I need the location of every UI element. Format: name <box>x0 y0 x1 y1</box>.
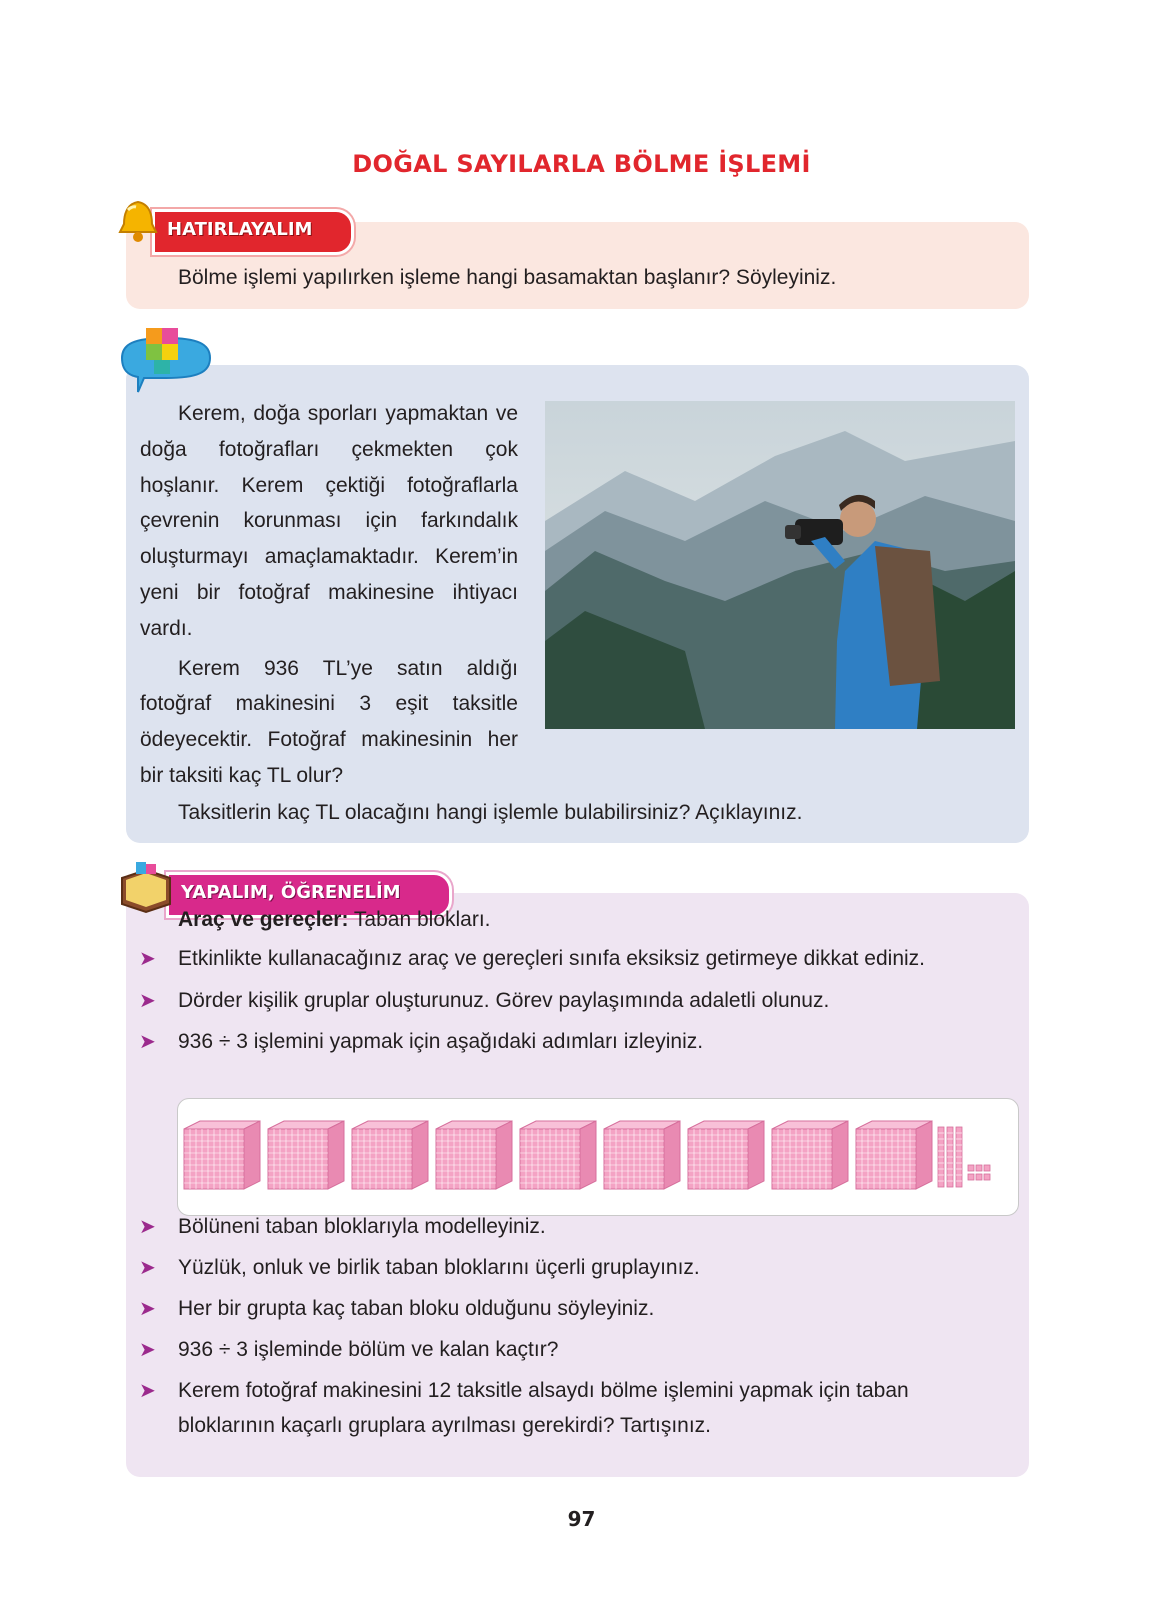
arrow-icon: ➤ <box>139 990 156 1012</box>
remember-tag-label: HATIRLAYALIM <box>167 219 313 240</box>
puzzle-icon <box>116 326 216 396</box>
page-number: 97 <box>567 1507 596 1531</box>
arrow-icon: ➤ <box>139 1257 156 1279</box>
hundred-cube <box>184 1121 260 1189</box>
one-cube <box>976 1174 982 1180</box>
photographer-photo <box>545 401 1015 729</box>
ten-rod <box>956 1127 962 1187</box>
arrow-icon: ➤ <box>139 948 156 970</box>
arrow-icon: ➤ <box>139 1031 156 1053</box>
ten-rod <box>938 1127 944 1187</box>
story-text <box>140 396 518 794</box>
step-item: Her bir grupta kaç taban bloku olduğunu söyleyiniz. <box>178 1297 655 1320</box>
story-paragraph-1: Kerem, doğa sporları yapmaktan ve doğa fotoğrafları çekmekten çok hoşlanır. Kerem çektiği fotoğraflarla çevrenin korunması için farkındalık oluşturmayı amaçlamaktadır. Kerem’in yeni bir fotoğraf makinesine ihtiyacı vardı. <box>140 402 518 640</box>
step-item: Bölüneni taban bloklarıyla modelleyiniz. <box>178 1215 546 1238</box>
step-item: 936 ÷ 3 işleminde bölüm ve kalan kaçtır? <box>178 1338 559 1361</box>
hundred-cube <box>352 1121 428 1189</box>
materials-label: Araç ve gereçler: <box>178 908 349 931</box>
book-icon <box>116 860 176 914</box>
materials-value: Taban blokları. <box>353 908 491 931</box>
materials-line <box>178 905 491 935</box>
step-item: 936 ÷ 3 işlemini yapmak için aşağıdaki adımları izleyiniz. <box>178 1030 704 1053</box>
remember-text: Bölme işlemi yapılırken işleme hangi basamaktan başlanır? Söyleyiniz. <box>178 266 837 289</box>
base-ten-blocks-model <box>177 1098 1019 1216</box>
hundred-cube <box>268 1121 344 1189</box>
step-item: Kerem fotoğraf makinesini 12 taksitle alsaydı bölme işlemini yapmak için taban <box>178 1379 909 1402</box>
hundred-cube <box>772 1121 848 1189</box>
step-item-continuation: bloklarının kaçarlı gruplara ayrılması gerekirdi? Tartışınız. <box>178 1414 711 1437</box>
remember-tag <box>152 209 354 255</box>
one-cube <box>976 1165 982 1171</box>
hundred-cube <box>856 1121 932 1189</box>
page-title: DOĞAL SAYILARLA BÖLME İŞLEMİ <box>352 150 811 178</box>
bell-icon <box>112 196 164 248</box>
story-question: Taksitlerin kaç TL olacağını hangi işlemle bulabilirsiniz? Açıklayınız. <box>178 801 803 824</box>
ten-rod <box>947 1127 953 1187</box>
hundred-cube <box>688 1121 764 1189</box>
hundred-cube <box>520 1121 596 1189</box>
arrow-icon: ➤ <box>139 1339 156 1361</box>
story-paragraph-2: Kerem 936 TL’ye satın aldığı fotoğraf makinesini 3 eşit taksitle ödeyecektir. Fotoğraf makinesinin her bir taksiti kaç TL olur? <box>140 656 518 787</box>
base-ten-blocks-drawing <box>178 1099 1018 1215</box>
hundred-cube <box>604 1121 680 1189</box>
one-cube <box>984 1165 990 1171</box>
arrow-icon: ➤ <box>139 1298 156 1320</box>
arrow-icon: ➤ <box>139 1380 156 1402</box>
hundred-cube <box>436 1121 512 1189</box>
activity-tag-label: YAPALIM, ÖĞRENELİM <box>181 882 401 903</box>
one-cube <box>968 1165 974 1171</box>
step-item: Dörder kişilik gruplar oluşturunuz. Görev paylaşımında adaletli olunuz. <box>178 989 830 1012</box>
arrow-icon: ➤ <box>139 1216 156 1238</box>
one-cube <box>968 1174 974 1180</box>
step-item: Yüzlük, onluk ve birlik taban bloklarını üçerli gruplayınız. <box>178 1256 700 1279</box>
step-item: Etkinlikte kullanacağınız araç ve gereçleri sınıfa eksiksiz getirmeye dikkat ediniz. <box>178 947 925 970</box>
one-cube <box>984 1174 990 1180</box>
